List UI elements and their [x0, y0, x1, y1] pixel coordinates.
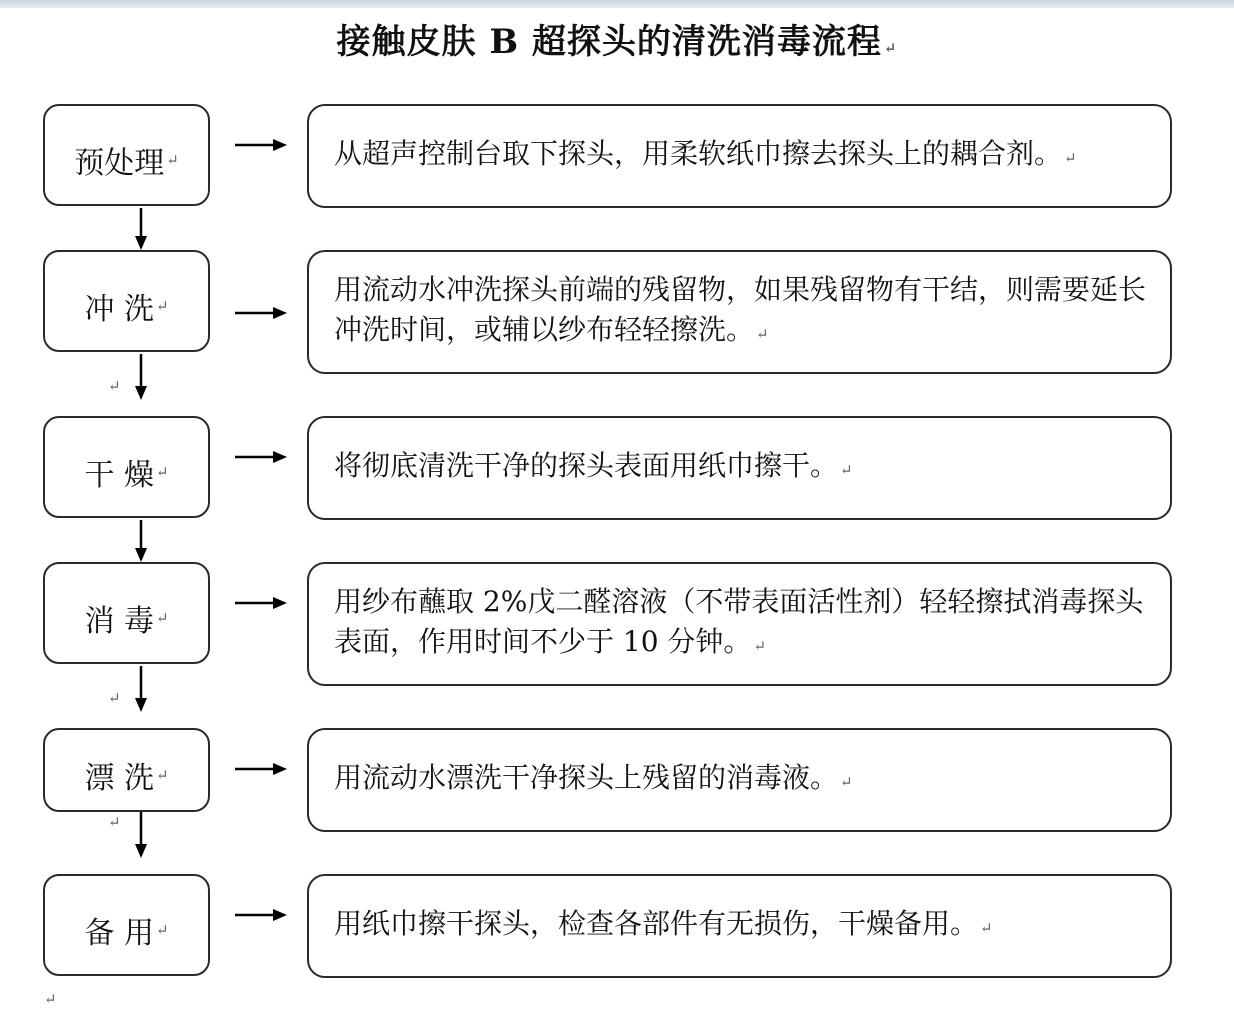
- right-arrow-icon: [235, 596, 287, 610]
- step-description-rinse: [307, 250, 1172, 374]
- step-description-dry: [307, 416, 1172, 520]
- step-description-text: 用纱布蘸取 2%戊二醛溶液（不带表面活性剂）轻轻擦拭消毒探头表面，作用时间不少于 10 分钟。: [334, 585, 1144, 658]
- step-label: 干 燥: [84, 458, 154, 493]
- step-description-text: 用纸巾擦干探头，检查各部件有无损伤，干燥备用。: [334, 907, 979, 940]
- down-arrow-icon: [134, 208, 148, 250]
- down-arrow-icon: [134, 812, 148, 858]
- paragraph-mark-icon: ↵: [155, 766, 169, 784]
- step-description-text: 用流动水冲洗探头前端的残留物，如果残留物有干结，则需要延长冲洗时间，或辅以纱布轻轻擦洗。: [334, 273, 1147, 346]
- paragraph-mark-icon: ↵: [108, 813, 121, 831]
- right-arrow-icon: [235, 908, 287, 922]
- paragraph-mark-icon: ↵: [166, 151, 179, 169]
- paragraph-mark-icon: ↵: [155, 609, 169, 627]
- page-top-strip: [0, 0, 1234, 8]
- step-box-disinfect: [43, 562, 210, 664]
- right-arrow-icon: [235, 306, 287, 320]
- step-box-dry: [43, 416, 210, 518]
- step-label: 备 用: [84, 916, 154, 951]
- paragraph-mark-icon: ↵: [155, 297, 169, 315]
- paragraph-mark-icon: ↵: [840, 461, 853, 479]
- paragraph-mark-icon: ↵: [108, 377, 121, 395]
- step-label: 漂 洗: [84, 761, 154, 796]
- step-description-standby: [307, 874, 1172, 978]
- step-description-text: 用流动水漂洗干净探头上残留的消毒液。: [334, 761, 839, 794]
- step-description-final-rinse: [307, 728, 1172, 832]
- title-text: 接触皮肤 B 超探头的清洗消毒流程: [336, 22, 882, 62]
- paragraph-mark-icon: ↵: [44, 990, 57, 1008]
- right-arrow-icon: [235, 450, 287, 464]
- right-arrow-icon: [235, 762, 287, 776]
- paragraph-mark-icon: ↵: [155, 921, 169, 939]
- step-box-standby: [43, 874, 210, 976]
- step-description-pretreatment: [307, 104, 1172, 208]
- down-arrow-icon: [134, 520, 148, 562]
- paragraph-mark-icon: ↵: [883, 39, 898, 57]
- step-box-pretreatment: [43, 104, 210, 206]
- paragraph-mark-icon: ↵: [753, 637, 767, 655]
- down-arrow-icon: [134, 666, 148, 712]
- page-title: [0, 16, 1234, 74]
- right-arrow-icon: [235, 138, 287, 152]
- paragraph-mark-icon: ↵: [756, 325, 769, 343]
- step-label: 预处理: [74, 146, 165, 181]
- paragraph-mark-icon: ↵: [155, 463, 169, 481]
- step-description-disinfect: [307, 562, 1172, 686]
- step-box-final-rinse: [43, 728, 210, 812]
- step-label: 冲 洗: [84, 292, 154, 327]
- step-label: 消 毒: [84, 604, 154, 639]
- step-box-rinse: [43, 250, 210, 352]
- down-arrow-icon: [134, 354, 148, 400]
- paragraph-mark-icon: ↵: [980, 919, 993, 937]
- paragraph-mark-icon: ↵: [108, 689, 121, 707]
- paragraph-mark-icon: ↵: [840, 773, 853, 791]
- step-description-text: 将彻底清洗干净的探头表面用纸巾擦干。: [334, 449, 839, 482]
- paragraph-mark-icon: ↵: [1064, 149, 1077, 167]
- step-description-text: 从超声控制台取下探头，用柔软纸巾擦去探头上的耦合剂。: [334, 137, 1063, 170]
